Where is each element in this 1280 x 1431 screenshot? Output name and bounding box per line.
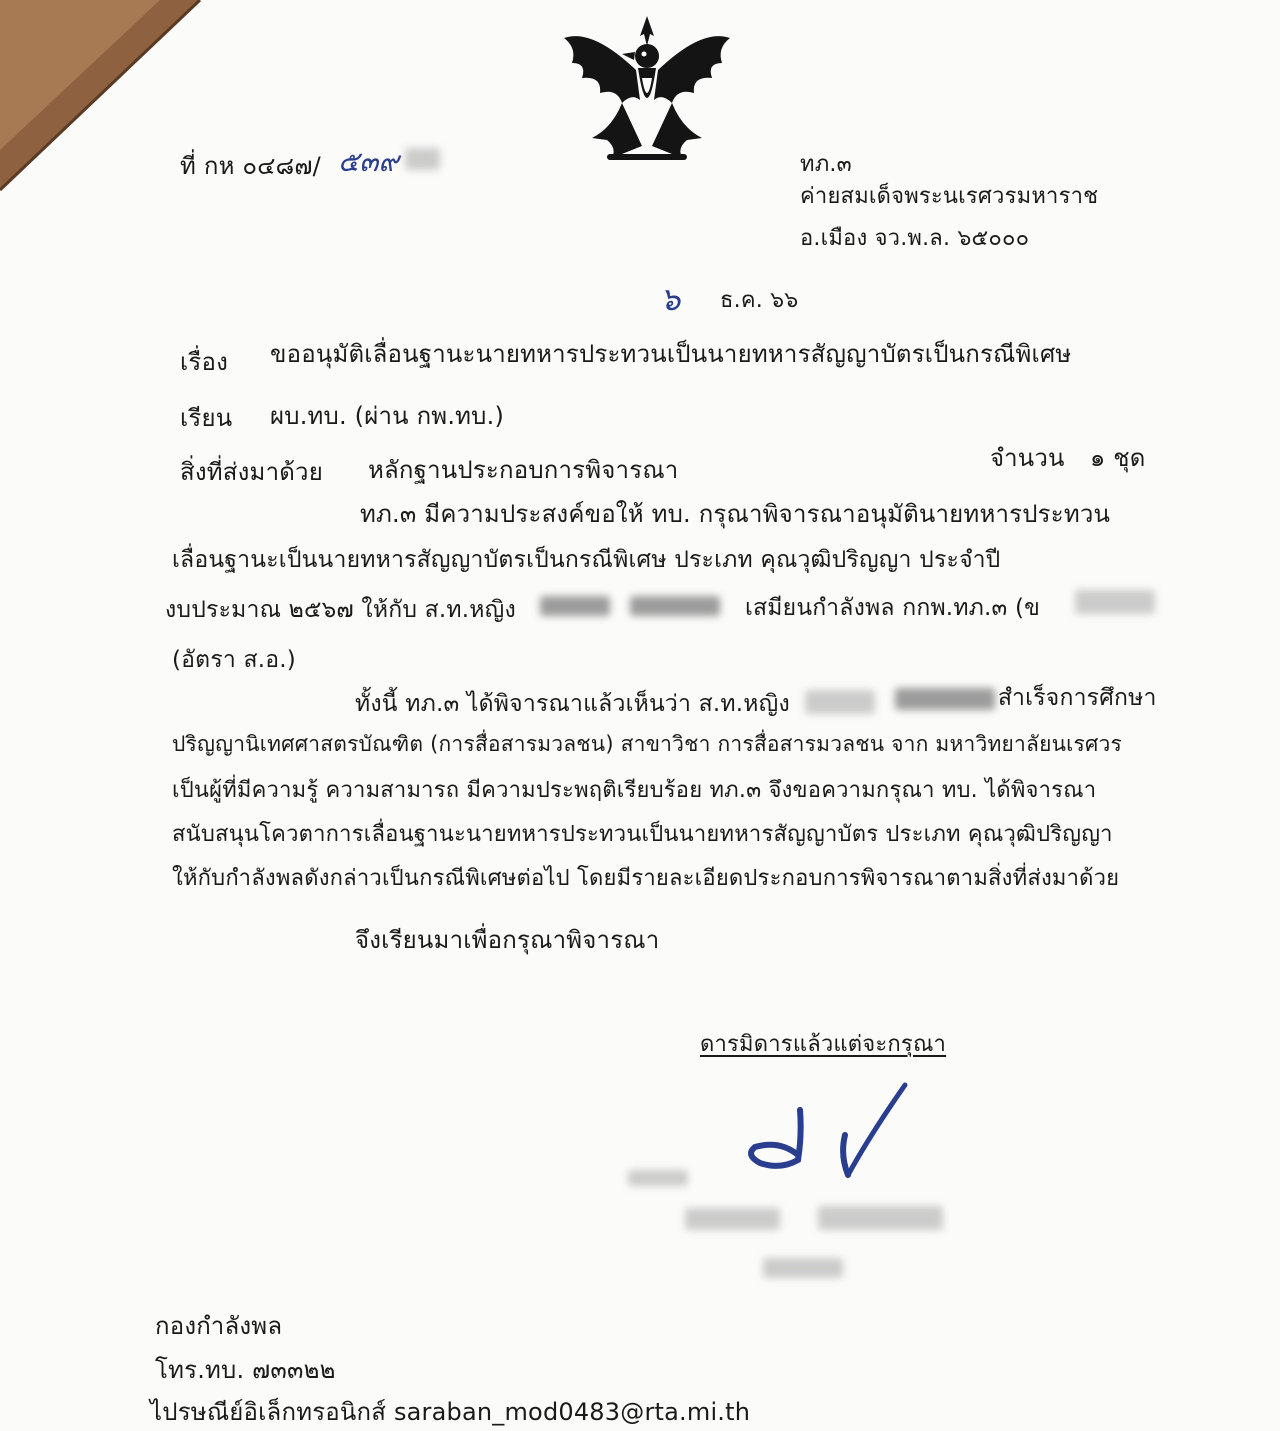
body-p2-line2: ปริญญานิเทศศาสตรบัณฑิต (การสื่อสารมวลชน) สาขาวิชา การสื่อสารมวลชน จาก มหาวิทยาลัยนเรศวร [172, 732, 1123, 756]
redacted-signer-first [685, 1208, 780, 1230]
footer-dept: กองกำลังพล [155, 1312, 283, 1340]
body-p1-line1: ทภ.๓ มีความประสงค์ขอให้ ทบ. กรุณาพิจารณาอนุมัตินายทหารประทวน [360, 500, 1111, 528]
signature-note: ดารมิดารแล้วแต่จะกรุณา [700, 1032, 947, 1057]
closing-line: จึงเรียนมาเพื่อกรุณาพิจารณา [355, 926, 660, 954]
body-p1-line4: (อัตรา ส.อ.) [172, 647, 296, 673]
redacted-id [1075, 590, 1155, 614]
redacted-name-3 [805, 690, 875, 714]
recipient-text: ผบ.ทบ. (ผ่าน กพ.ทบ.) [270, 402, 505, 430]
redacted-ref [405, 148, 440, 170]
org-unit: ทภ.๓ [800, 152, 852, 177]
subject-text: ขออนุมัติเลื่อนฐานะนายทหารประทวนเป็นนายทหารสัญญาบัตรเป็นกรณีพิเศษ [270, 340, 1072, 368]
reference-number: ที่ กห ๐๔๘๗/ [180, 152, 321, 180]
date-day-handwritten: ๖ [660, 280, 681, 318]
garuda-emblem [552, 8, 742, 168]
body-p1-line3a: งบประมาณ ๒๕๖๗ ให้กับ ส.ท.หญิง [165, 597, 516, 623]
redacted-name-2 [630, 596, 720, 616]
body-p2-line5: ให้กับกำลังพลดังกล่าวเป็นกรณีพิเศษต่อไป โดยมีรายละเอียดประกอบการพิจารณาตามสิ่งที่ส่งมาด้วย [172, 866, 1120, 891]
redacted-position [763, 1258, 843, 1278]
body-p1-line2: เลื่อนฐานะเป็นนายทหารสัญญาบัตรเป็นกรณีพิเศษ ประเภท คุณวุฒิปริญญา ประจำปี [172, 547, 1001, 573]
org-address: อ.เมือง จว.พ.ล. ๖๕๐๐๐ [800, 226, 1030, 251]
footer-phone: โทร.ทบ. ๗๓๓๒๒ [155, 1356, 336, 1384]
enclosure-qty: ๑ ชุด [1090, 444, 1146, 472]
handwritten-signature [740, 1075, 920, 1185]
body-p2-line1a: ทั้งนี้ ทภ.๓ ได้พิจารณาแล้วเห็นว่า ส.ท.หญิง [355, 691, 790, 717]
org-camp: ค่ายสมเด็จพระนเรศวรมหาราช [800, 184, 1099, 209]
date-month-year: ธ.ค. ๖๖ [720, 288, 799, 313]
enclosure-text: หลักฐานประกอบการพิจารณา [368, 456, 679, 484]
redacted-name-4 [895, 688, 995, 710]
footer-email: ไปรษณีย์อิเล็กทรอนิกส์ saraban_mod0483@rta.mi.th [150, 1398, 751, 1426]
body-p2-line4: สนับสนุนโควตาการเลื่อนฐานะนายทหารประทวนเป็นนายทหารสัญญาบัตร ประเภท คุณวุฒิปริญญา [172, 822, 1113, 847]
recipient-label: เรียน [180, 404, 233, 432]
redacted-rank [628, 1170, 688, 1186]
reference-handwritten: ๕๓๙ [338, 145, 399, 178]
enclosure-qty-label: จำนวน [990, 444, 1065, 472]
redacted-signer-last [818, 1206, 943, 1230]
body-p1-line3b: เสมียนกำลังพล กกพ.ทภ.๓ (ข [745, 595, 1041, 621]
redacted-name-1 [540, 596, 610, 616]
subject-label: เรื่อง [180, 348, 229, 376]
enclosure-label: สิ่งที่ส่งมาด้วย [180, 458, 323, 486]
body-p2-line1b: สำเร็จการศึกษา [998, 685, 1157, 711]
body-p2-line3: เป็นผู้ที่มีความรู้ ความสามารถ มีความประพฤติเรียบร้อย ทภ.๓ จึงขอความกรุณา ทบ. ได้พิจารณา [172, 778, 1097, 803]
